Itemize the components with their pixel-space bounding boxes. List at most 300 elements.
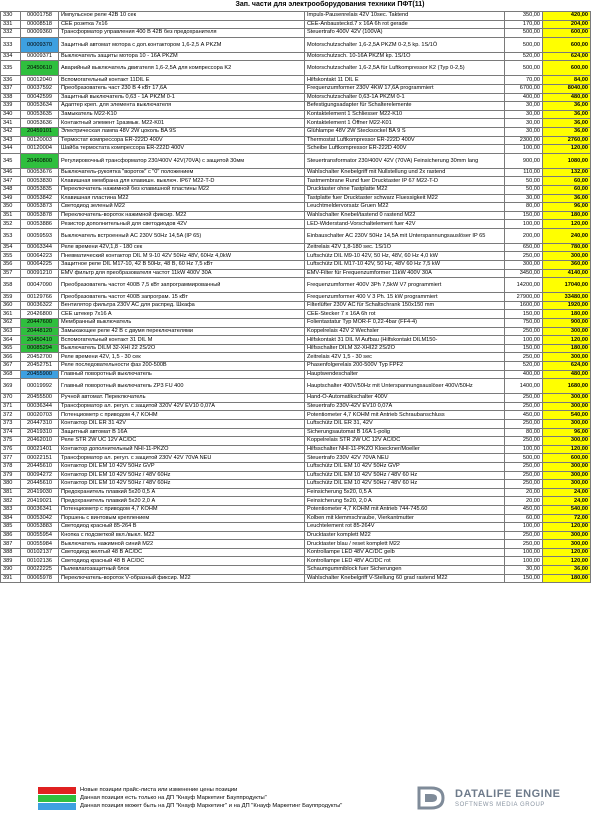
- parts-table: [0, 11, 591, 583]
- article-number: 00053835: [21, 185, 59, 194]
- name-de: Kontrollampe LED 48V AC/DC rot: [305, 557, 505, 566]
- price-total: 180,00: [543, 310, 591, 319]
- price-total: 17040,00: [543, 278, 591, 293]
- row-number: 336: [1, 76, 21, 85]
- name-ru: Клавишная мембрана для клавишн. выключ. IP67 M22-T-D: [59, 177, 305, 186]
- row-number: 348: [1, 185, 21, 194]
- price: 30,00: [505, 102, 543, 111]
- name-ru: Аварийный выключатель двигателя 1,6-2,5А для компрессора K2: [59, 61, 305, 76]
- row-number: 350: [1, 203, 21, 212]
- name-ru: Пылевлагозащитный блок: [59, 566, 305, 575]
- name-de: Wahlschalter Knebelgriff V-Stellung 60 grad rastend M22: [305, 574, 505, 583]
- name-de: Hand-O-Automatikschalter 400V: [305, 394, 505, 403]
- name-ru: Контактор DIL EM 10 42V 50Hz GVP: [59, 462, 305, 471]
- price: 500,00: [505, 454, 543, 463]
- article-number: 00042599: [21, 93, 59, 102]
- name-ru: Предохранитель плавкий 5x20 2,0 А: [59, 497, 305, 506]
- name-de: CEE-Stecker 7 x 16A 6h rot: [305, 310, 505, 319]
- price: 110,00: [505, 168, 543, 177]
- table-row: [1, 370, 591, 379]
- row-number: 358: [1, 278, 21, 293]
- article-number: 20419310: [21, 428, 59, 437]
- price-total: 120,00: [543, 220, 591, 229]
- price-total: 480,00: [543, 370, 591, 379]
- row-number: 349: [1, 194, 21, 203]
- name-ru: EMV фильтр для преобразователя частот 11kW 400V 30A: [59, 269, 305, 278]
- article-number: 20455900: [21, 370, 59, 379]
- name-ru: Резистор дополнительный для светодиодов 42V: [59, 220, 305, 229]
- price-total: 540,00: [543, 411, 591, 420]
- price: 250,00: [505, 437, 543, 446]
- table-row: [1, 52, 591, 61]
- row-number: 339: [1, 102, 21, 111]
- price: 250,00: [505, 540, 543, 549]
- price: 750,00: [505, 319, 543, 328]
- row-number: 361: [1, 310, 21, 319]
- price: 450,00: [505, 411, 543, 420]
- legend-swatch: [38, 795, 76, 802]
- price-total: 300,00: [543, 540, 591, 549]
- price-total: 4140,00: [543, 269, 591, 278]
- name-de: Steuertrafo 230V-42V EV10 0,07A: [305, 402, 505, 411]
- table-row: [1, 153, 591, 168]
- price: 500,00: [505, 29, 543, 38]
- price-total: 60,00: [543, 177, 591, 186]
- name-de: Sicherungsautomat B 16A 1-polig: [305, 428, 505, 437]
- table-row: [1, 76, 591, 85]
- row-number: 344: [1, 145, 21, 154]
- table-row: [1, 514, 591, 523]
- table-row: [1, 37, 591, 52]
- price-total: 300,00: [543, 531, 591, 540]
- price: 60,00: [505, 514, 543, 523]
- name-ru: Ручной автомат. Переключатель: [59, 394, 305, 403]
- price: 250,00: [505, 327, 543, 336]
- name-de: Motorschutzschalter 1,6-2,5A PKZM 0-2,5 kp. 1S/1Ö: [305, 37, 505, 52]
- name-ru: Контактор дополнительный NHI-11-PKZO: [59, 445, 305, 454]
- article-number: 00102137: [21, 548, 59, 557]
- price: 30,00: [505, 119, 543, 128]
- table-row: [1, 20, 591, 29]
- price-total: 132,00: [543, 168, 591, 177]
- price-total: 540,00: [543, 505, 591, 514]
- name-de: Luftschütz DIL EM 10 42V 50Hz / 48V 60 Hz: [305, 480, 505, 489]
- table-row: [1, 310, 591, 319]
- price: 250,00: [505, 531, 543, 540]
- name-de: Glühlampe 48V 2W Stecksockel BA 9 S: [305, 127, 505, 136]
- article-number: 00053873: [21, 203, 59, 212]
- name-de: Tastmembrane Rund fuer Drucktaster IP 67 M22-T-D: [305, 177, 505, 186]
- price: 500,00: [505, 37, 543, 52]
- name-de: Frequenzumformer 400V 3Ph 7,5kW V7 programmiert: [305, 278, 505, 293]
- price: 50,00: [505, 177, 543, 186]
- row-number: 355: [1, 252, 21, 261]
- article-number: 00053883: [21, 523, 59, 532]
- table-row: [1, 488, 591, 497]
- row-number: 389: [1, 557, 21, 566]
- price: 100,00: [505, 523, 543, 532]
- row-number: 373: [1, 419, 21, 428]
- price: 2300,00: [505, 136, 543, 145]
- price: 250,00: [505, 394, 543, 403]
- row-number: 353: [1, 228, 21, 243]
- article-number: 00012040: [21, 76, 59, 85]
- name-de: Drucktaster ohne Tastplatte M22: [305, 185, 505, 194]
- name-ru: Контактор DIL EM 10 42V 50Hz / 48V 60Hz: [59, 471, 305, 480]
- legend-text: Новые позиции прайс-листа или изменение цены позиции: [80, 787, 238, 793]
- table-row: [1, 505, 591, 514]
- name-ru: Защитный автомат мотора с доп.контактором 1,6-2,5 А PKZM: [59, 37, 305, 52]
- article-number: 00053878: [21, 211, 59, 220]
- name-ru: Светодиод красный 85-264 В: [59, 523, 305, 532]
- price: 80,00: [505, 203, 543, 212]
- name-de: Schaumgummiblock fuer Sicherungen: [305, 566, 505, 575]
- name-de: Luftschütz DIL ER 31, 42V: [305, 419, 505, 428]
- name-ru: Контактный элемент 1размык. M22-K01: [59, 119, 305, 128]
- table-row: [1, 136, 591, 145]
- name-de: Steuertrafo 230V 42V 70VA NEU: [305, 454, 505, 463]
- row-number: 386: [1, 531, 21, 540]
- price: 150,00: [505, 310, 543, 319]
- price-total: 300,00: [543, 480, 591, 489]
- table-row: [1, 261, 591, 270]
- name-ru: Адаптер креп. для элемента выключателя: [59, 102, 305, 111]
- name-de: Folientastatur Typ MOR-F 0,22-4bar (FF4-4): [305, 319, 505, 328]
- price-total: 120,00: [543, 557, 591, 566]
- price: 200,00: [505, 228, 543, 243]
- name-de: Tastplatte fuer Drucktaster schwarz Fluessigkeit M22: [305, 194, 505, 203]
- price: 1400,00: [505, 379, 543, 394]
- row-number: 356: [1, 261, 21, 270]
- row-number: 345: [1, 153, 21, 168]
- article-number: 00036341: [21, 505, 59, 514]
- name-ru: Замыкающее реле 42 В с двумя переключателями: [59, 327, 305, 336]
- table-row: [1, 319, 591, 328]
- name-ru: CEE штекер 7x16 A: [59, 310, 305, 319]
- row-number: 347: [1, 177, 21, 186]
- row-number: 381: [1, 488, 21, 497]
- name-ru: Преобразователь част 230 В 4 кВт 17,6А: [59, 84, 305, 93]
- price: 650,00: [505, 243, 543, 252]
- row-number: 388: [1, 548, 21, 557]
- table-row: [1, 119, 591, 128]
- legend-swatch: [38, 787, 76, 794]
- price: 30,00: [505, 194, 543, 203]
- price-total: 300,00: [543, 462, 591, 471]
- article-number: 00009360: [21, 29, 59, 38]
- price: 50,00: [505, 185, 543, 194]
- table-row: [1, 293, 591, 302]
- name-de: Koppelrelais 42V 2 Wechsler: [305, 327, 505, 336]
- price: 170,00: [505, 20, 543, 29]
- price: 250,00: [505, 402, 543, 411]
- article-number: 00129766: [21, 293, 59, 302]
- row-number: 341: [1, 119, 21, 128]
- table-row: [1, 462, 591, 471]
- name-ru: Трансформатор ал. регул. с защитой 320V 42V EV10 0,07A: [59, 402, 305, 411]
- watermark: [415, 784, 595, 812]
- row-number: 351: [1, 211, 21, 220]
- price: 100,00: [505, 145, 543, 154]
- table-row: [1, 428, 591, 437]
- table-row: [1, 480, 591, 489]
- price-total: 36,00: [543, 119, 591, 128]
- price-total: 300,00: [543, 252, 591, 261]
- name-ru: Защитный автомат В 16А: [59, 428, 305, 437]
- price-total: 1920,00: [543, 301, 591, 310]
- legend-swatch: [38, 803, 76, 810]
- article-number: 00020703: [21, 411, 59, 420]
- row-number: 346: [1, 168, 21, 177]
- article-number: 00022151: [21, 454, 59, 463]
- row-number: 371: [1, 402, 21, 411]
- table-row: [1, 497, 591, 506]
- row-number: 382: [1, 497, 21, 506]
- row-number: 337: [1, 84, 21, 93]
- table-row: [1, 531, 591, 540]
- price-total: 600,00: [543, 29, 591, 38]
- article-number: 00055984: [21, 540, 59, 549]
- table-row: [1, 243, 591, 252]
- name-ru: Поршень с винтовым креплением: [59, 514, 305, 523]
- price-total: 120,00: [543, 445, 591, 454]
- article-number: 00064223: [21, 252, 59, 261]
- price: 350,00: [505, 12, 543, 21]
- price-total: 96,00: [543, 428, 591, 437]
- row-number: 357: [1, 269, 21, 278]
- article-number: 20447600: [21, 319, 59, 328]
- article-number: 20460800: [21, 153, 59, 168]
- price-total: 120,00: [543, 548, 591, 557]
- article-number: 00053830: [21, 177, 59, 186]
- table-row: [1, 437, 591, 446]
- legend-text: Данная позиция есть только на ДП "Кнауф Маркетинг Бауппродукты": [80, 795, 267, 801]
- name-de: Hauptwendeschalter: [305, 370, 505, 379]
- name-de: Potentiometer 4,7 KOHM mit Antrieb 744-745.60: [305, 505, 505, 514]
- price-total: 1080,00: [543, 153, 591, 168]
- article-number: 00047090: [21, 278, 59, 293]
- table-row: [1, 84, 591, 93]
- table-row: [1, 402, 591, 411]
- article-number: 00008518: [21, 20, 59, 29]
- price: 150,00: [505, 344, 543, 353]
- price-total: 300,00: [543, 419, 591, 428]
- name-ru: Трансформатор ал. регул. с защитой 230V 42V 70VA NEU: [59, 454, 305, 463]
- row-number: 376: [1, 445, 21, 454]
- table-row: [1, 12, 591, 21]
- article-number: 00065978: [21, 574, 59, 583]
- name-de: Wahlschalter Knebel/tastend 0 rastend M22: [305, 211, 505, 220]
- article-number: 00053842: [21, 194, 59, 203]
- table-row: [1, 252, 591, 261]
- table-row: [1, 127, 591, 136]
- price: 3450,00: [505, 269, 543, 278]
- table-row: [1, 110, 591, 119]
- row-number: 363: [1, 327, 21, 336]
- name-de: Hilfsschalter DILM 32-XHI22 2S/2Ö: [305, 344, 505, 353]
- table-row: [1, 353, 591, 362]
- name-de: Feinsicherung 5x20, 0,5 A: [305, 488, 505, 497]
- price-total: 300,00: [543, 353, 591, 362]
- row-number: 391: [1, 574, 21, 583]
- price: 100,00: [505, 336, 543, 345]
- name-ru: Светодиод красный 48 В AC/DC: [59, 557, 305, 566]
- article-number: 00053634: [21, 102, 59, 111]
- price: 100,00: [505, 220, 543, 229]
- price-total: 624,00: [543, 362, 591, 371]
- price-total: 600,00: [543, 37, 591, 52]
- table-row: [1, 203, 591, 212]
- legend-text: Данная позиция может быть на ДП "Кнауф Маркетинг" и на ДП "Кнауф Маркетинг Бауппродукты": [80, 803, 343, 809]
- name-de: Luftschütz DIL EM 10 42V 50Hz / 48V 60 Hz: [305, 471, 505, 480]
- name-ru: Выключатель защиты мотора 10 - 16А PKZM: [59, 52, 305, 61]
- name-de: Drucktaster komplett M22: [305, 531, 505, 540]
- sheet-title: Зап. части для электрооборудования техники ПФТ(11): [235, 1, 425, 8]
- row-number: 330: [1, 12, 21, 21]
- name-de: Kolben mit klemmschraube, Vierkantmutter: [305, 514, 505, 523]
- price-total: 36,00: [543, 566, 591, 575]
- name-ru: Трансформатор управления 400 В 42В без предохранителя: [59, 29, 305, 38]
- table-row: [1, 102, 591, 111]
- price: 520,00: [505, 362, 543, 371]
- name-ru: Выключатель DILM 32-XHI 22 2S/2O: [59, 344, 305, 353]
- name-de: Frequenzumformer 400 V 3 Ph. 15 kW programmiert: [305, 293, 505, 302]
- name-de: Leuchtelement rot 85-264V: [305, 523, 505, 532]
- price: 100,00: [505, 557, 543, 566]
- price: 900,00: [505, 153, 543, 168]
- price: 27900,00: [505, 293, 543, 302]
- price-total: 36,00: [543, 110, 591, 119]
- price-total: 96,00: [543, 203, 591, 212]
- price: 1600,00: [505, 301, 543, 310]
- article-number: 20419021: [21, 497, 59, 506]
- table-row: [1, 454, 591, 463]
- price-total: 900,00: [543, 319, 591, 328]
- name-ru: Замыкатель M22-K10: [59, 110, 305, 119]
- table-row: [1, 419, 591, 428]
- article-number: 20455500: [21, 394, 59, 403]
- name-ru: Мембранный выключатель: [59, 319, 305, 328]
- name-de: Impuls-Pausenrelais 42V 10sec. Taktend: [305, 12, 505, 21]
- name-ru: Защитное реле DIL M17-10, 42 В 50Hz, 48 В, 60 Hz 7,5 кВт: [59, 261, 305, 270]
- price-total: 600,00: [543, 61, 591, 76]
- price-total: 300,00: [543, 471, 591, 480]
- price: 30,00: [505, 566, 543, 575]
- article-number: 00009371: [21, 52, 59, 61]
- price-total: 36,00: [543, 127, 591, 136]
- price-total: 60,00: [543, 185, 591, 194]
- article-number: 00036322: [21, 301, 59, 310]
- row-number: 374: [1, 428, 21, 437]
- table-row: [1, 411, 591, 420]
- row-number: 369: [1, 379, 21, 394]
- name-ru: Переключатель-вороток нажимной фиксир. M22: [59, 211, 305, 220]
- price: 150,00: [505, 211, 543, 220]
- price: 100,00: [505, 548, 543, 557]
- row-number: 354: [1, 243, 21, 252]
- price: 100,00: [505, 445, 543, 454]
- name-de: Phasenfolgerelais 200-500V Typ FPF2: [305, 362, 505, 371]
- name-de: Luftschütz DIL EM 10 42V 50Hz GVP: [305, 462, 505, 471]
- name-ru: Переключатель-вороток V-образный фиксир. M22: [59, 574, 305, 583]
- price: 30,00: [505, 127, 543, 136]
- name-ru: Регулировочный трансформатор 230/400V 42V(70VA) с защитой 30мм: [59, 153, 305, 168]
- table-row: [1, 394, 591, 403]
- name-ru: Выключатель нажимной синий M22: [59, 540, 305, 549]
- price: 70,00: [505, 76, 543, 85]
- article-number: 00063344: [21, 243, 59, 252]
- table-row: [1, 362, 591, 371]
- name-ru: Выключатель встроенный AC 230V 50Hz 14,5A (IP 65): [59, 228, 305, 243]
- name-ru: Потенциометр с приводом 4,7 KOHM: [59, 411, 305, 420]
- article-number: 00053636: [21, 119, 59, 128]
- article-number: 20462010: [21, 437, 59, 446]
- name-de: EMV-Filter für Frequenzumformer 11kW 400V 30A: [305, 269, 505, 278]
- table-row: [1, 93, 591, 102]
- name-ru: Реле времени 42V, 1,5 - 30 сек: [59, 353, 305, 362]
- table-row: [1, 168, 591, 177]
- row-number: 367: [1, 362, 21, 371]
- price: 250,00: [505, 462, 543, 471]
- name-ru: Преобразователь частот 400В запрограм. 15 кВт: [59, 293, 305, 302]
- name-ru: Главный поворотный выключатель: [59, 370, 305, 379]
- row-number: 384: [1, 514, 21, 523]
- name-ru: Вспомогательный контакт 31 DIL M: [59, 336, 305, 345]
- name-de: Motorschutzschalter 0,63-1A PKZM 0-1: [305, 93, 505, 102]
- price-total: 624,00: [543, 52, 591, 61]
- name-de: Hilfskontakt 31 DIL M Aufbau (Hilfskontakt DILM150-: [305, 336, 505, 345]
- name-de: Luftschütz DIL M9-10 42V, 50 Hz, 48V, 60 Hz 4,0 kW: [305, 252, 505, 261]
- name-de: Frequenzumformer 230V 4KW 17,6A programmiert: [305, 84, 505, 93]
- name-ru: Светодиод зеленый M22: [59, 203, 305, 212]
- row-number: 375: [1, 437, 21, 446]
- row-number: 378: [1, 462, 21, 471]
- table-row: [1, 471, 591, 480]
- name-de: Drucktaster blau / reset komplett M22: [305, 540, 505, 549]
- price-total: 120,00: [543, 336, 591, 345]
- price: 6700,00: [505, 84, 543, 93]
- price: 14200,00: [505, 278, 543, 293]
- article-number: 00001758: [21, 12, 59, 21]
- name-ru: Реле времени 42V,1,8 - 180 сек: [59, 243, 305, 252]
- table-row: [1, 557, 591, 566]
- name-ru: Контактор DIL EM 10 42V 50Hz / 48V 60Hz: [59, 480, 305, 489]
- watermark-sub: SOFTNEWS MEDIA GROUP: [455, 802, 546, 808]
- table-row: [1, 344, 591, 353]
- price: 20,00: [505, 488, 543, 497]
- price: 20,00: [505, 497, 543, 506]
- table-row: [1, 61, 591, 76]
- row-number: 364: [1, 336, 21, 345]
- row-number: 385: [1, 523, 21, 532]
- article-number: 20459101: [21, 127, 59, 136]
- name-de: Leuchtmeldervorsatz Gruen M22: [305, 203, 505, 212]
- price: 500,00: [505, 61, 543, 76]
- table-row: [1, 548, 591, 557]
- table-row: [1, 379, 591, 394]
- row-number: 368: [1, 370, 21, 379]
- row-number: 366: [1, 353, 21, 362]
- name-ru: Вентилятор фильтра 230V AC для распред. Шкафа: [59, 301, 305, 310]
- article-number: 00120003: [21, 136, 59, 145]
- price-total: 204,00: [543, 20, 591, 29]
- article-number: 00036344: [21, 402, 59, 411]
- row-number: 334: [1, 52, 21, 61]
- price: 300,00: [505, 261, 543, 270]
- price: 30,00: [505, 110, 543, 119]
- table-row: [1, 540, 591, 549]
- name-de: Motorschutzsch. 10-16A PKZM kp. 1S/1Ö: [305, 52, 505, 61]
